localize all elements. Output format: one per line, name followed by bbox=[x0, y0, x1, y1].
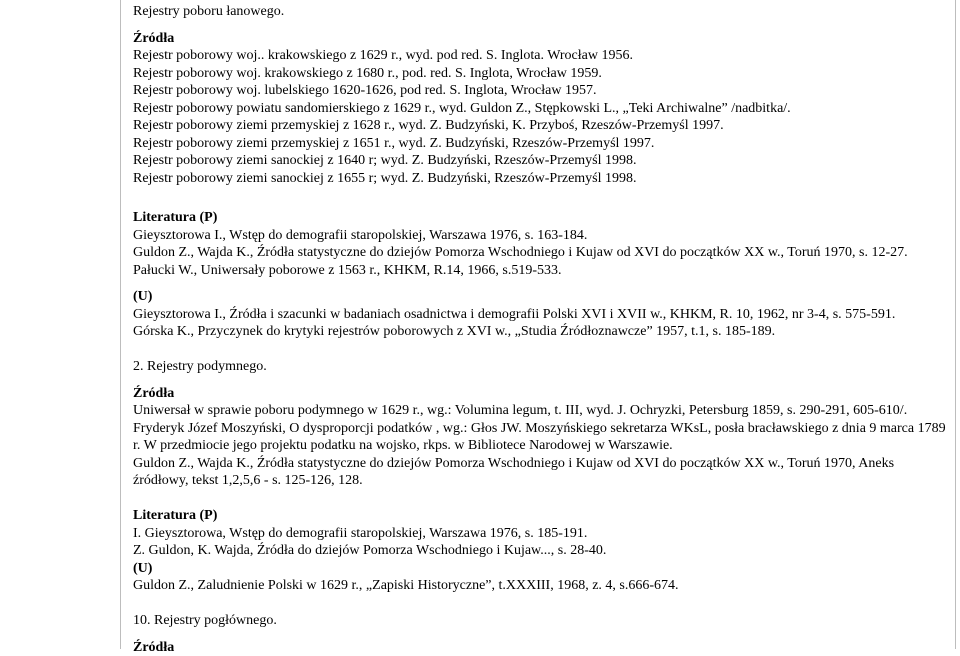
list-item: Guldon Z., Wajda K., Źródła statystyczne do dziejów Pomorza Wschodniego i Kujaw od XVI do początków XX w., Toruń 1970, Aneks źródłowy, tekst 1,2,5,6 - s. 125-126, 128. bbox=[133, 455, 948, 490]
list-item: Fryderyk Józef Moszyński, O dysproporcji podatków , wg.: Głos JW. Moszyńskiego sekretarza WKsL, posła bracławskiego z dnia 9 marca 1789 r. W przedmiocie jego projektu podatku na wojsko, rkps. w Bibliotece Narodowej w Warszawie. bbox=[133, 420, 948, 455]
document-body bbox=[133, 3, 948, 656]
heading-sources: Źródła bbox=[133, 639, 948, 656]
heading-u: (U) bbox=[133, 560, 948, 578]
section-title-lanowe: Rejestry poboru łanowego. bbox=[133, 3, 948, 21]
list-item: Rejestr poborowy woj. krakowskiego z 1680 r., pod. red. S. Inglota, Wrocław 1959. bbox=[133, 65, 948, 83]
list-item: Gieysztorowa I., Wstęp do demografii staropolskiej, Warszawa 1976, s. 163-184. bbox=[133, 227, 948, 245]
list-item: Górska K., Przyczynek do krytyki rejestrów poborowych z XVI w., „Studia Źródłoznawcze” 1957, t.1, s. 185-189. bbox=[133, 323, 948, 341]
list-item: Rejestr poborowy ziemi sanockiej z 1655 r; wyd. Z. Budzyński, Rzeszów-Przemyśl 1998. bbox=[133, 170, 948, 188]
list-item: I. Gieysztorowa, Wstęp do demografii staropolskiej, Warszawa 1976, s. 185-191. bbox=[133, 525, 948, 543]
list-item: Rejestr poborowy ziemi przemyskiej z 1651 r., wyd. Z. Budzyński, Rzeszów-Przemyśl 1997. bbox=[133, 135, 948, 153]
list-item: Guldon Z., Zaludnienie Polski w 1629 r., „Zapiski Historyczne”, t.XXXIII, 1968, z. 4, s.666-674. bbox=[133, 577, 948, 595]
list-item: Rejestr poborowy ziemi przemyskiej z 1628 r., wyd. Z. Budzyński, K. Przyboś, Rzeszów-Przemyśl 1997. bbox=[133, 117, 948, 135]
list-item: Z. Guldon, K. Wajda, Źródła do dziejów Pomorza Wschodniego i Kujaw..., s. 28-40. bbox=[133, 542, 948, 560]
list-item: Guldon Z., Wajda K., Źródła statystyczne do dziejów Pomorza Wschodniego i Kujaw od XVI do początków XX w., Toruń 1970, s. 12-27. bbox=[133, 244, 948, 262]
list-item: Rejestr poborowy powiatu sandomierskiego z 1629 r., wyd. Guldon Z., Stępkowski L., „Teki Archiwalne” /nadbitka/. bbox=[133, 100, 948, 118]
section-title-poglowne: 10. Rejestry pogłównego. bbox=[133, 612, 948, 630]
section-title-podymne: 2. Rejestry podymnego. bbox=[133, 358, 948, 376]
list-item: Rejestr poborowy woj.. krakowskiego z 1629 r., wyd. pod red. S. Inglota. Wrocław 1956. bbox=[133, 47, 948, 65]
heading-sources: Źródła bbox=[133, 385, 948, 403]
heading-u: (U) bbox=[133, 288, 948, 306]
list-item: Pałucki W., Uniwersały poborowe z 1563 r., KHKM, R.14, 1966, s.519-533. bbox=[133, 262, 948, 280]
heading-sources: Źródła bbox=[133, 30, 948, 48]
list-item: Uniwersał w sprawie poboru podymnego w 1629 r., wg.: Volumina legum, t. III, wyd. J. Ochryzki, Petersburg 1859, s. 290-291, 605-610/. bbox=[133, 402, 948, 420]
left-border bbox=[120, 0, 121, 649]
heading-literature: Literatura (P) bbox=[133, 507, 948, 525]
list-item: Rejestr poborowy ziemi sanockiej z 1640 r; wyd. Z. Budzyński, Rzeszów-Przemyśl 1998. bbox=[133, 152, 948, 170]
heading-literature: Literatura (P) bbox=[133, 209, 948, 227]
list-item: Rejestr poborowy woj. lubelskiego 1620-1626, pod red. S. Inglota, Wrocław 1957. bbox=[133, 82, 948, 100]
right-border bbox=[955, 0, 956, 649]
list-item: Gieysztorowa I., Źródła i szacunki w badaniach osadnictwa i demografii Polski XVI i XVII w., KHKM, R. 10, 1962, nr 3-4, s. 575-591. bbox=[133, 306, 948, 324]
